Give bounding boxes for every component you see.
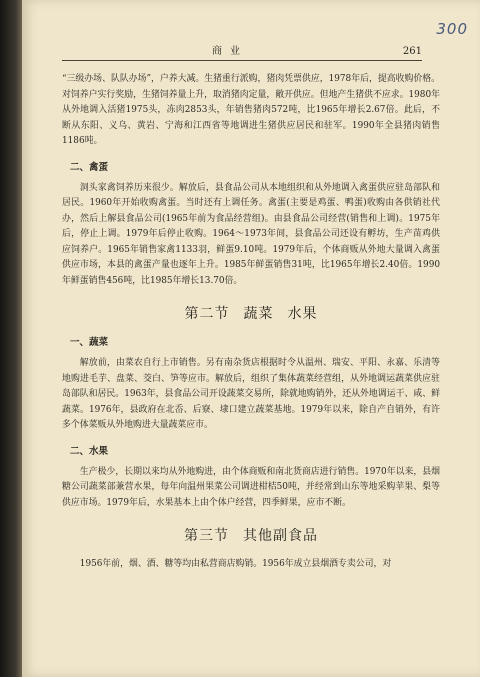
paragraph-fruit: 生产极少，长期以来均从外地购进，由个体商贩和南北货商店进行销售。1970年以来，县烟糖公司蔬菜部兼营水果，每年向温州果菜公司调进柑桔50吨，并经常到山东等地采购苹果、梨等供应市场。1979年后，水果基本上由个体户经营，四季鲜果，应市不断。 (62, 466, 440, 508)
paragraph-poultry-eggs: 洞头家禽饲养历来很少。解放后，县食品公司从本地组织和从外地调入禽蛋供应驻岛部队和居民。1960年开始收购禽蛋。当时还有上调任务。禽蛋(主要是鸡蛋、鸭蛋)收购由各供销社代办，然后上解县食品公司(1965年前为食品经营组)。由县食品公司经营(销售和上调)。1975年后，停止上调。1979年后停止收购。1964～1973年间，县食品公司还设有孵坊，生产苗鸡供应饲养户。1965年销售家禽1133羽，鲜蛋9.10吨。1979年后，个体商贩从外地大量调入禽蛋供应市场，本县的禽蛋产量也逐年上升。1985年鲜蛋销售31吨，比1965年增长2.40倍。1990年鲜蛋销售456吨，比1985年增长13.70倍。 (62, 182, 440, 286)
heading-vegetables: 一、蔬菜 (70, 337, 109, 348)
heading-poultry-eggs: 二、禽蛋 (70, 161, 109, 173)
handwritten-page-number: 300 (436, 20, 468, 38)
section-2-title (62, 303, 440, 325)
running-header (62, 44, 422, 61)
section-2-word-a: 蔬菜 (243, 306, 274, 322)
paragraph-vegetables: 解放前，由菜农自行上市销售。另有南杂货店根据时令从温州、瑞安、平阳、永嘉、乐清等地购进毛芋、盘菜、茭白、笋等应市。解放后，组织了集体蔬菜经营组，从外地调运蔬菜供应驻岛部队和居民。1963年，县食品公司开设蔬菜交易所，除就地购销外，还从外地调运干、咸、鲜蔬菜。1976年，县政府在北岙、后寮、埭口建立蔬菜基地。1979年以来，除自产自销外，有许多个体菜贩从外地购进大量蔬菜应市。 (62, 358, 440, 430)
section-2-word-b: 水果 (287, 306, 318, 322)
page-body (62, 72, 440, 573)
paragraph-other-foods: 1956年前，烟、酒、糖等均由私营商店购销。1956年成立县烟酒专卖公司，对 (79, 559, 392, 569)
paragraph-pork: “三级办场、队队办场”，户养大减。生猪重行派购，猪肉凭票供应，1978年后，提高收购价格。对饲养户实行奖励，生猪饲养量上升，取消猪肉定量，敞开供应。但地产生猪供不应求。1980年从外地调入活猪1975头，冻肉2853头，年销售猪肉572吨，比1965年增长2.67倍。此后，不断从东阳、义乌、黄岩、宁海和江西省等地调进生猪供应居民和驻军。1990年全县猪肉销售1186吨。 (62, 74, 440, 146)
section-3-number: 第三节 (184, 528, 229, 544)
header-title: 商业 (212, 46, 248, 57)
book-page (22, 0, 480, 677)
section-3-title (62, 525, 440, 547)
section-2-number: 第二节 (184, 306, 230, 322)
book-spine-shadow (0, 0, 22, 677)
section-3-word: 其他副食品 (243, 528, 318, 544)
header-page-number: 261 (402, 46, 422, 57)
heading-fruit: 二、水果 (70, 445, 109, 457)
